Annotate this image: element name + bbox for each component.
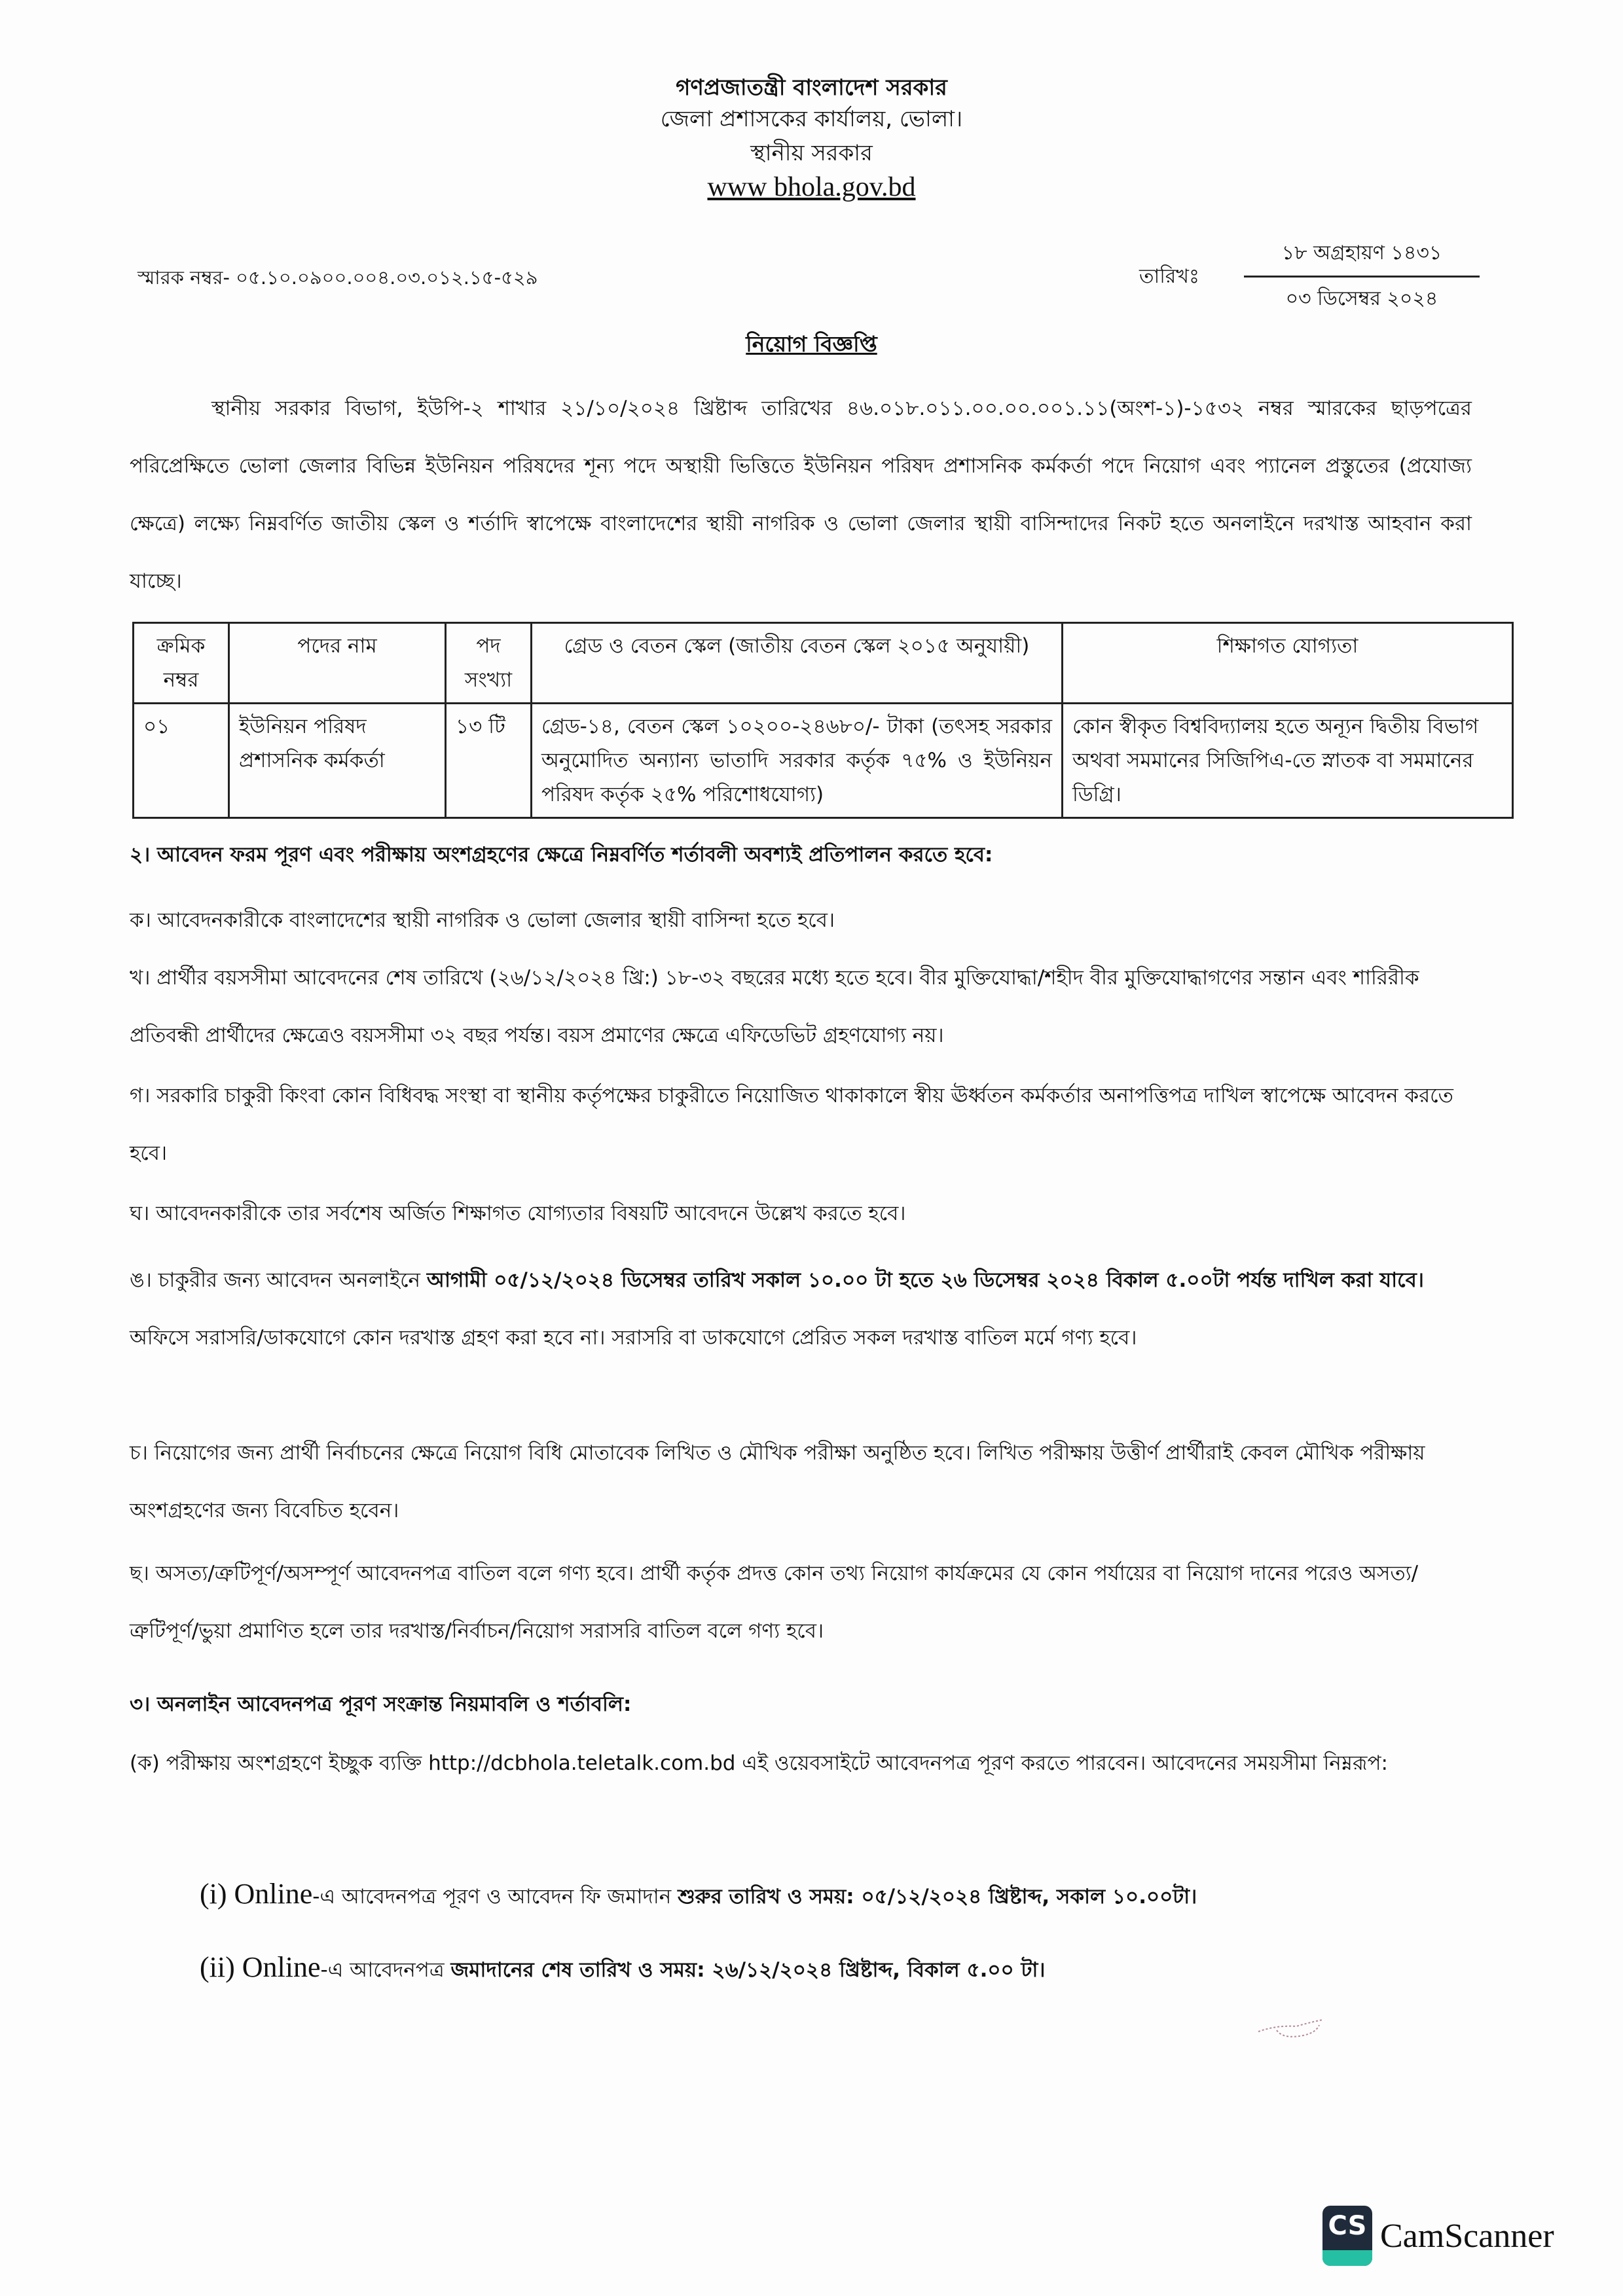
- date-bangla: ১৮ অগ্রহায়ণ ১৪৩১: [1244, 237, 1480, 278]
- table-header-row: [134, 623, 1513, 704]
- online-instructions: (ক) পরীক্ষায় অংশগ্রহণে ইচ্ছুক ব্যক্তি http://dcbhola.teletalk.com.bd এই ওয়েবসাইটে আবেদনপত্র পূরণ করতে পারবেন। আবেদনের সময়সীমা নিম্নরূপ:: [130, 1751, 1388, 1775]
- online-start-text: -এ আবেদনপত্র পূরণ ও আবেদন ফি জমাদান: [312, 1885, 678, 1909]
- uma-deadline: আগামী ০৫/১২/২০২৪ ডিসেম্বর তারিখ সকাল ১০.০০ টা হতে ২৬ ডিসেম্বর ২০২৪ বিকাল ৫.০০টা পর্যন্ত দাখিল করা যাবে।: [426, 1268, 1424, 1292]
- col-post: পদের নাম: [229, 623, 446, 704]
- date-block: [1244, 237, 1480, 316]
- govt-title: গণপ্রজাতন্ত্রী বাংলাদেশ সরকার: [676, 75, 947, 101]
- camscanner-watermark: [1322, 2206, 1554, 2266]
- condition-ga: গ। সরকারি চাকুরী কিংবা কোন বিধিবদ্ধ সংস্থা বা স্থানীয় কর্তৃপক্ষের চাকুরীতে নিয়োজিত থাকাকালে স্বীয় ঊর্ধ্বতন কর্মকর্তার অনাপত্তিপত্র দাখিল স্বাপেক্ষে আবেদন করতে হবে।: [130, 1084, 1453, 1165]
- intro-paragraph: স্থানীয় সরকার বিভাগ, ইউপি-২ শাখার ২১/১০/২০২৪ খ্রিষ্টাব্দ তারিখের ৪৬.০১৮.০১১.০০.০০.০০১.১১(অংশ-১)-১৫৩২ নম্বর স্মারকের ছাড়পত্রের পরিপ্রেক্ষিতে ভোলা জেলার বিভিন্ন ইউনিয়ন পরিষদের শূন্য পদে অস্থায়ী ভিত্তিতে ইউনিয়ন পরিষদ প্রশাসনিক কর্মকর্তা পদে নিয়োগ এবং প্যানেল প্রস্তুতের (প্রযোজ্য ক্ষেত্রে) লক্ষ্যে নিম্নবর্ণিত জাতীয় স্কেল ও শর্তাদি স্বাপেক্ষে বাংলাদেশের স্থায়ী নাগরিক ও ভোলা জেলার স্থায়ী বাসিন্দাদের নিকট হতে অনলাইনে দরখাস্ত আহবান করা যাচ্ছে।: [130, 397, 1472, 593]
- col-qualification: শিক্ষাগত যোগ্যতা: [1063, 623, 1513, 704]
- office-name: জেলা প্রশাসকের কার্যালয়, ভোলা।: [660, 106, 963, 132]
- online-label: (ii) Online: [200, 1951, 321, 1983]
- col-count: পদ সংখ্যা: [446, 623, 532, 704]
- uma-prefix: ঙ। চাকুরীর জন্য আবেদন অনলাইনে: [130, 1268, 427, 1292]
- condition-cha: চ। নিয়োগের জন্য প্রার্থী নির্বাচনের ক্ষেত্রে নিয়োগ বিধি মোতাবেক লিখিত ও মৌখিক পরীক্ষা অনুষ্ঠিত হবে। লিখিত পরীক্ষায় উত্তীর্ণ প্রার্থীরাই কেবল মৌখিক পরীক্ষায় অংশগ্রহণের জন্য বিবেচিত হবেন।: [130, 1441, 1425, 1522]
- website-link[interactable]: www bhola.gov.bd: [707, 172, 916, 202]
- condition-uma: [130, 1251, 1478, 1367]
- online-end-item: [200, 1950, 1045, 1988]
- condition-gha: ঘ। আবেদনকারীকে তার সর্বশেষ অর্জিত শিক্ষাগত যোগ্যতার বিষয়টি আবেদনে উল্লেখ করতে হবে।: [130, 1202, 906, 1225]
- camscanner-name: CamScanner: [1380, 2217, 1554, 2255]
- camscanner-logo-text: CS: [1328, 2211, 1367, 2241]
- condition-chha: ছ। অসত্য/ত্রুটিপূর্ণ/অসম্পূর্ণ আবেদনপত্র বাতিল বলে গণ্য হবে। প্রার্থী কর্তৃক প্রদত্ত কোন তথ্য নিয়োগ কার্যক্রমের যে কোন পর্যায়ের বা নিয়োগ দানের পরেও অসত্য/ত্রুটিপূর্ণ/ভুয়া প্রমাণিত হলে তার দরখাস্ত/নির্বাচন/নিয়োগ সরাসরি বাতিল বলে গণ্য হবে।: [130, 1562, 1419, 1643]
- online-end-text: -এ আবেদনপত্র: [320, 1958, 451, 1982]
- online-label: (i) Online: [200, 1878, 313, 1910]
- col-grade: গ্রেড ও বেতন স্কেল (জাতীয় বেতন স্কেল ২০১৫ অনুযায়ী): [532, 623, 1063, 704]
- uma-suffix: অফিসে সরাসরি/ডাকযোগে কোন দরখাস্ত গ্রহণ করা হবে না। সরাসরি বা ডাকযোগে প্রেরিত সকল দরখাস্ত বাতিল মর্মে গণ্য হবে।: [130, 1326, 1137, 1350]
- date-gregorian: ০৩ ডিসেম্বর ২০২৪: [1285, 287, 1438, 310]
- condition-ka: ক। আবেদনকারীকে বাংলাদেশের স্থায়ী নাগরিক ও ভোলা জেলার স্থায়ী বাসিন্দা হতে হবে।: [130, 908, 835, 932]
- department-name: স্থানীয় সরকার: [750, 140, 873, 166]
- online-end-date: জমাদানের শেষ তারিখ ও সময়: ২৬/১২/২০২৪ খ্রিষ্টাব্দ, বিকাল ৫.০০ টা।: [450, 1958, 1046, 1982]
- date-label: তারিখঃ: [1139, 265, 1199, 288]
- table-row: [134, 704, 1513, 818]
- cell-serial: ০১: [134, 704, 229, 818]
- memo-number: স্মারক নম্বর- ০৫.১০.০৯০০.০০৪.০৩.০১২.১৫-৫২৯: [137, 266, 538, 289]
- cell-qualification: কোন স্বীকৃত বিশ্ববিদ্যালয় হতে অন্যূন দ্বিতীয় বিভাগ অথবা সমমানের সিজিপিএ-তে স্নাতক বা সমমানের ডিগ্রি।: [1063, 704, 1513, 818]
- online-start-date: শুরুর তারিখ ও সময়: ০৫/১২/২০২৪ খ্রিষ্টাব্দ, সকাল ১০.০০টা।: [678, 1885, 1197, 1909]
- posts-table: [132, 622, 1514, 819]
- cell-post: ইউনিয়ন পরিষদ প্রশাসনিক কর্মকর্তা: [229, 704, 446, 818]
- notice-title: নিয়োগ বিজ্ঞপ্তি: [746, 331, 877, 357]
- condition-kha: খ। প্রার্থীর বয়সসীমা আবেদনের শেষ তারিখে (২৬/১২/২০২৪ খ্রি:) ১৮-৩২ বছরের মধ্যে হতে হবে। বীর মুক্তিযোদ্ধা/শহীদ বীর মুক্তিযোদ্ধাগণের সন্তান এবং শারিরীক প্রতিবন্ধী প্রার্থীদের ক্ষেত্রেও বয়সসীমা ৩২ বছর পর্যন্ত। বয়স প্রমাণের ক্ষেত্রে এফিডেভিট গ্রহণযোগ্য নয়।: [130, 966, 1419, 1047]
- camscanner-logo-bar: [1322, 2250, 1372, 2266]
- col-serial: ক্রমিক নম্বর: [134, 623, 229, 704]
- online-start-item: [200, 1877, 1197, 1915]
- cell-count: ১৩ টি: [446, 704, 532, 818]
- camscanner-logo-icon: [1322, 2206, 1372, 2266]
- section2-heading: ২। আবেদন ফরম পূরণ এবং পরীক্ষায় অংশগ্রহণের ক্ষেত্রে নিম্নবর্ণিত শর্তাবলী অবশ্যই প্রতিপালন করতে হবে:: [130, 843, 993, 867]
- signature-mark: [1257, 2016, 1336, 2042]
- cell-grade: গ্রেড-১৪, বেতন স্কেল ১০২০০-২৪৬৮০/- টাকা (তৎসহ সরকার অনুমোদিত অন্যান্য ভাতাদি সরকার কর্তৃক ৭৫% ও ইউনিয়ন পরিষদ কর্তৃক ২৫% পরিশোধযোগ্য): [532, 704, 1063, 818]
- section3-heading: ৩। অনলাইন আবেদনপত্র পূরণ সংক্রান্ত নিয়মাবলি ও শর্তাবলি:: [130, 1693, 632, 1716]
